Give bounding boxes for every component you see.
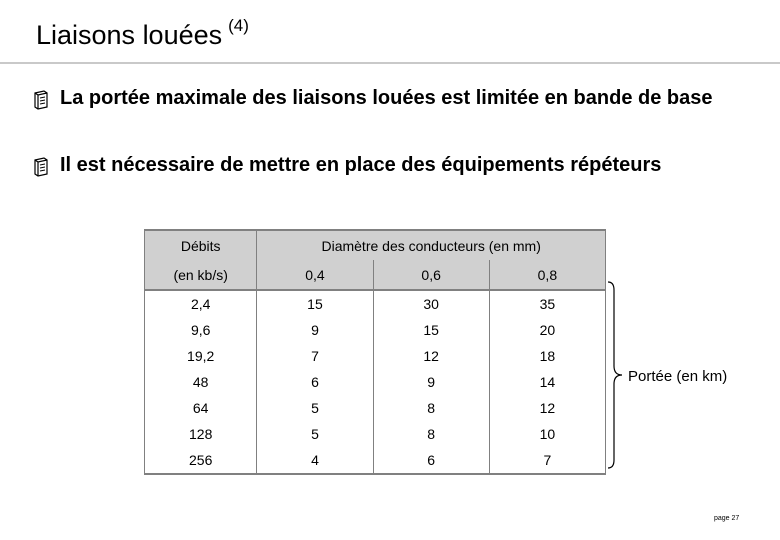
range-cell: 6 bbox=[373, 447, 489, 474]
diameter-header: 0,8 bbox=[489, 260, 605, 290]
book-bullet-icon bbox=[32, 155, 50, 177]
rate-cell: 48 bbox=[145, 369, 257, 395]
rate-header: Débits bbox=[145, 230, 257, 260]
table-row bbox=[145, 290, 606, 317]
bullet-item bbox=[32, 153, 732, 177]
range-cell: 5 bbox=[257, 395, 373, 421]
rate-cell: 256 bbox=[145, 447, 257, 474]
range-cell: 9 bbox=[257, 317, 373, 343]
range-cell: 5 bbox=[257, 421, 373, 447]
slide-title bbox=[36, 16, 249, 51]
range-cell: 7 bbox=[257, 343, 373, 369]
table-row bbox=[145, 395, 606, 421]
table-header-row bbox=[145, 230, 606, 260]
range-cell: 20 bbox=[489, 317, 605, 343]
range-cell: 12 bbox=[489, 395, 605, 421]
range-cell: 30 bbox=[373, 290, 489, 317]
range-cell: 8 bbox=[373, 395, 489, 421]
diameter-group-header: Diamètre des conducteurs (en mm) bbox=[257, 230, 606, 260]
rate-unit-header: (en kb/s) bbox=[145, 260, 257, 290]
conductor-range-table bbox=[144, 229, 606, 475]
range-brace bbox=[604, 280, 626, 470]
range-cell: 4 bbox=[257, 447, 373, 474]
range-cell: 18 bbox=[489, 343, 605, 369]
title-divider bbox=[0, 62, 780, 64]
range-cell: 14 bbox=[489, 369, 605, 395]
page-number: page 27 bbox=[714, 515, 740, 522]
rate-cell: 2,4 bbox=[145, 290, 257, 317]
range-cell: 35 bbox=[489, 290, 605, 317]
range-label: Portée (en km) bbox=[628, 368, 728, 385]
table-row bbox=[145, 317, 606, 343]
rate-cell: 64 bbox=[145, 395, 257, 421]
table-row bbox=[145, 369, 606, 395]
rate-cell: 128 bbox=[145, 421, 257, 447]
rate-cell: 9,6 bbox=[145, 317, 257, 343]
diameter-header: 0,6 bbox=[373, 260, 489, 290]
bullet-text: Il est nécessaire de mettre en place des équipements répéteurs bbox=[60, 154, 662, 176]
range-cell: 8 bbox=[373, 421, 489, 447]
title-text: Liaisons louées bbox=[36, 20, 223, 50]
table-subheader-row bbox=[145, 260, 606, 290]
range-cell: 15 bbox=[257, 290, 373, 317]
bullet-item bbox=[32, 86, 732, 110]
range-cell: 7 bbox=[489, 447, 605, 474]
range-cell: 10 bbox=[489, 421, 605, 447]
table-row bbox=[145, 343, 606, 369]
table-row bbox=[145, 421, 606, 447]
table-row bbox=[145, 447, 606, 474]
range-cell: 15 bbox=[373, 317, 489, 343]
diameter-header: 0,4 bbox=[257, 260, 373, 290]
rate-cell: 19,2 bbox=[145, 343, 257, 369]
book-bullet-icon bbox=[32, 88, 50, 110]
range-cell: 9 bbox=[373, 369, 489, 395]
title-suffix: (4) bbox=[228, 16, 249, 35]
range-cell: 6 bbox=[257, 369, 373, 395]
range-cell: 12 bbox=[373, 343, 489, 369]
bullet-text: La portée maximale des liaisons louées est limitée en bande de base bbox=[60, 87, 713, 109]
